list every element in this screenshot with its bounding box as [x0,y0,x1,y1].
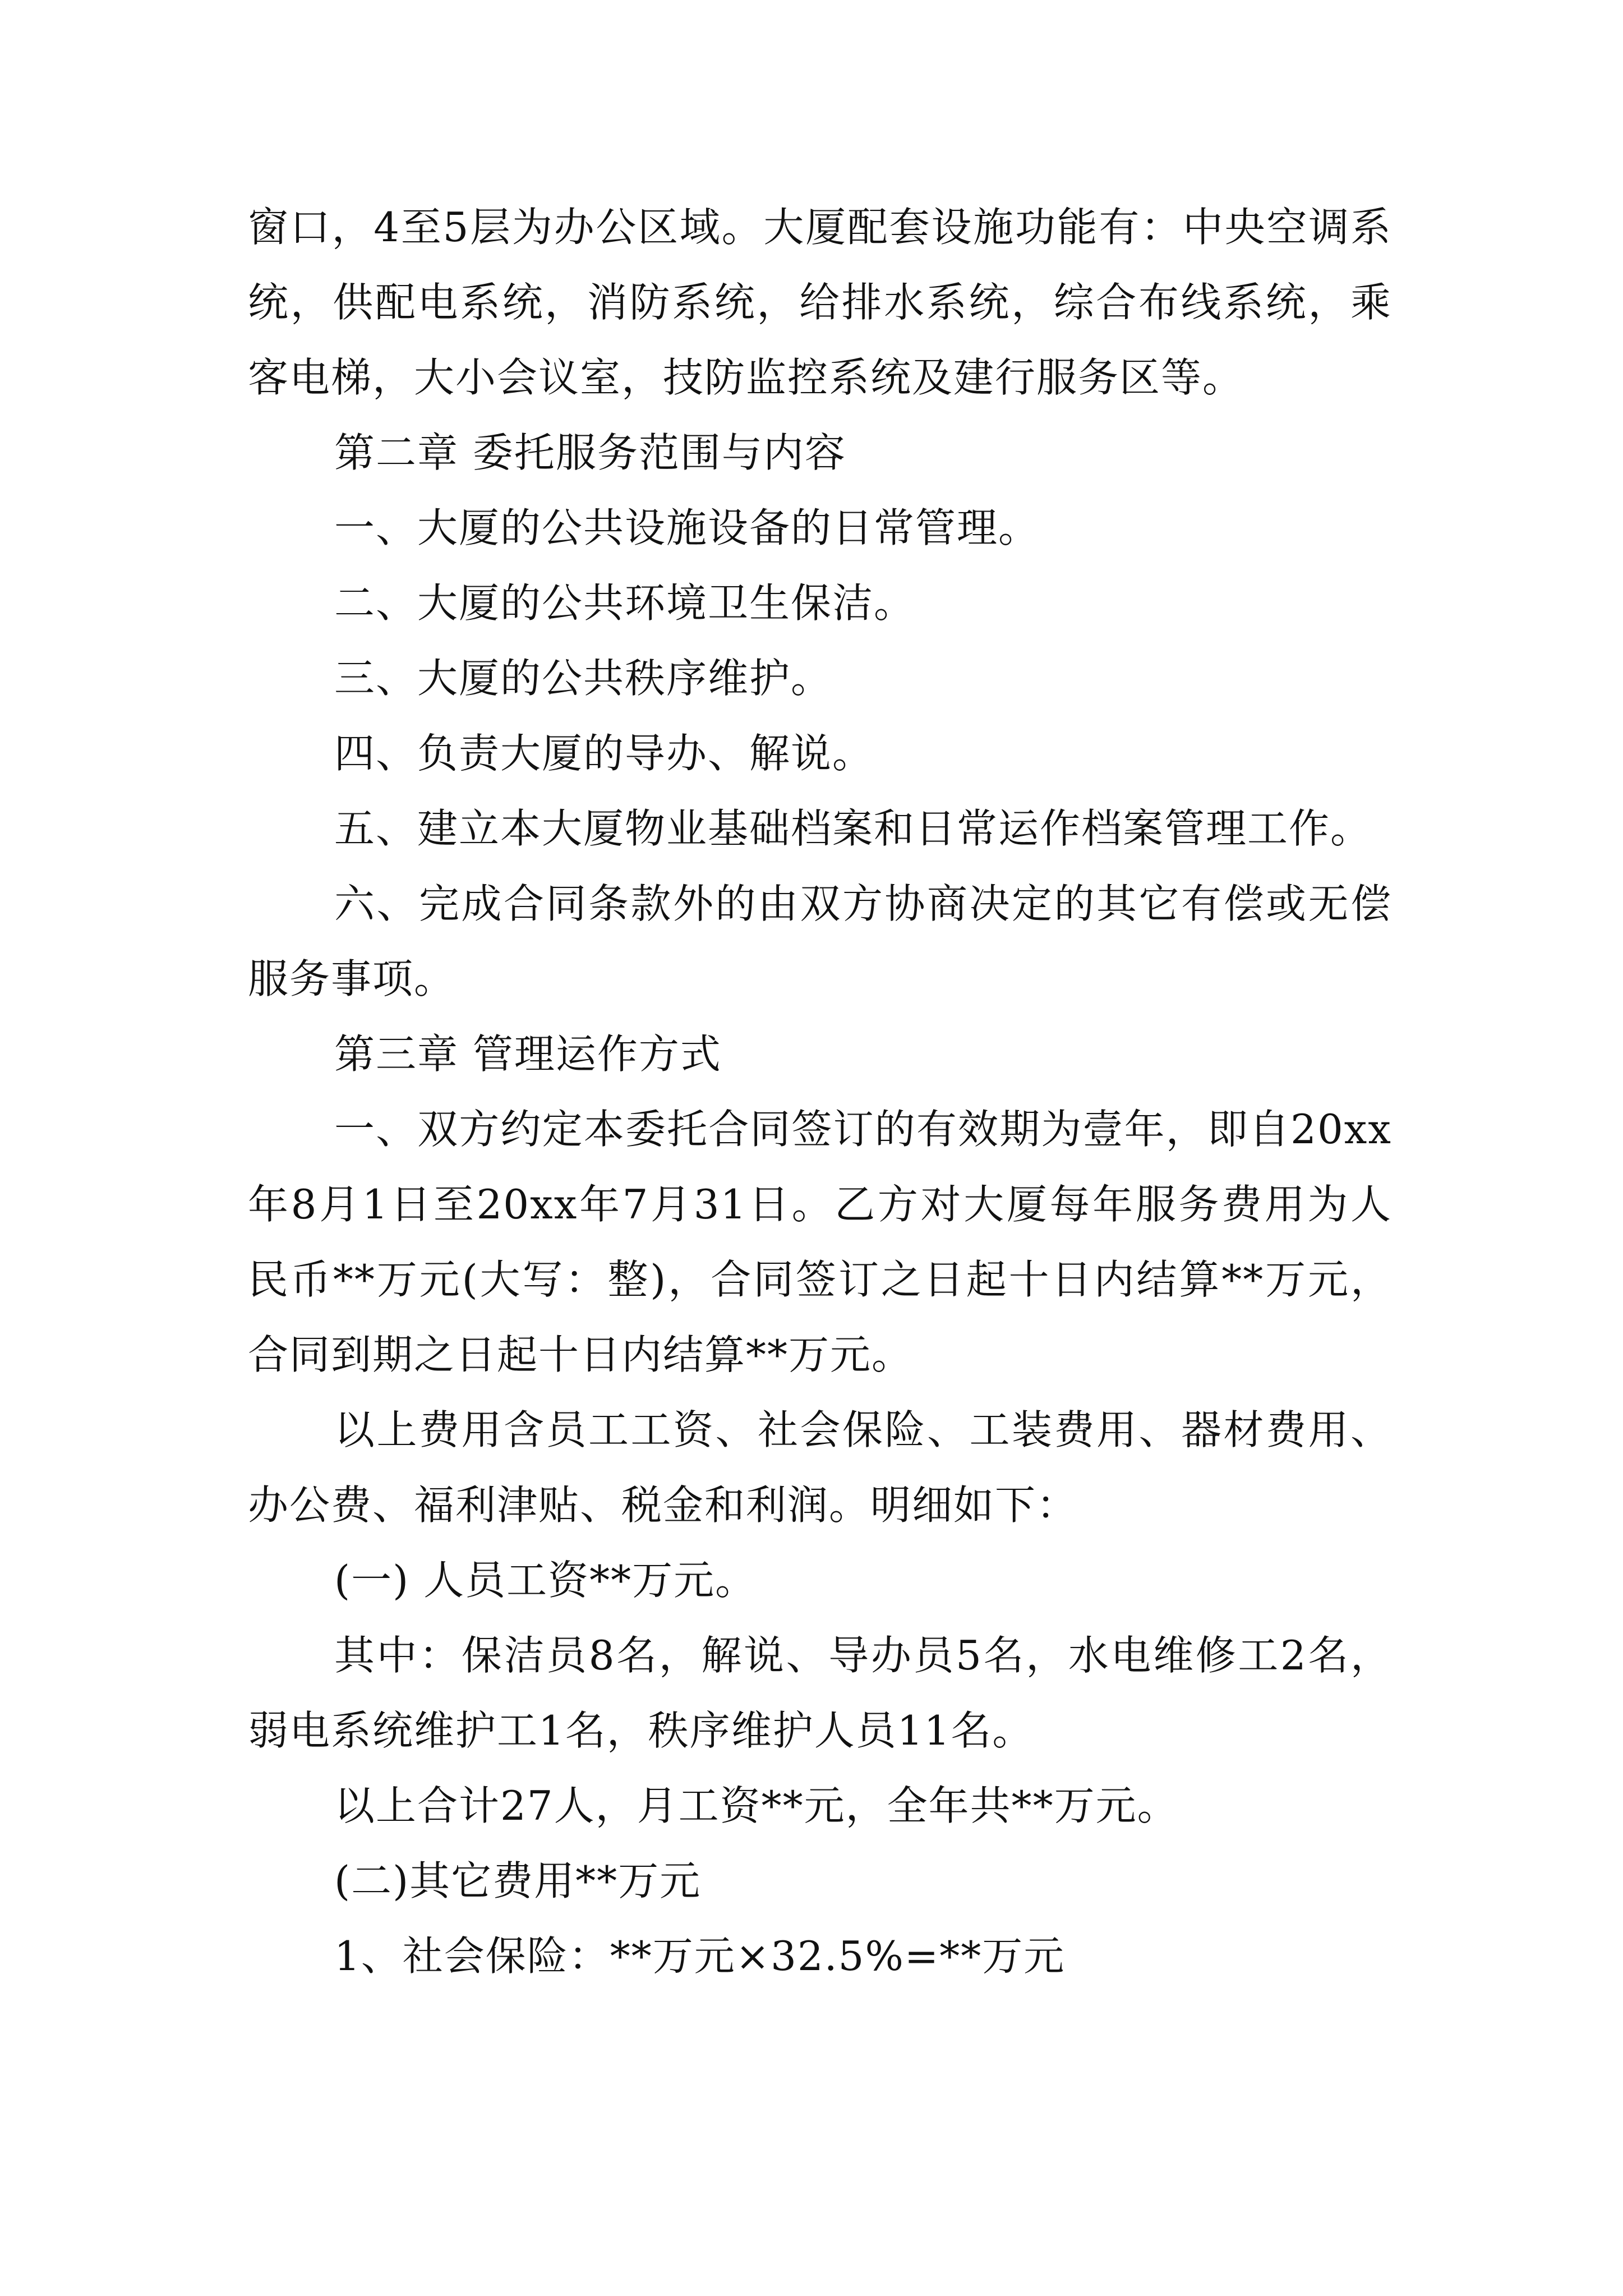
list-item-5: 五、建立本大厦物业基础档案和日常运作档案管理工作。 [334,805,1372,852]
paragraph-fee-breakdown: 以上费用含员工工资、社会保险、工装费用、器材费用、办公费、福利津贴、税金和利润。明细如下： [248,1406,1392,1529]
list-item-3: 三、大厦的公共秩序维护。 [334,655,833,702]
document-body [248,190,1392,1994]
list-item-6: 六、完成合同条款外的由双方协商决定的其它有偿或无偿服务事项。 [248,880,1392,1002]
list-item-1: 一、大厦的公共设施设备的日常管理。 [334,504,1040,551]
paragraph-building-facilities: 窗口，4至5层为办公区域。大厦配套设施功能有：中央空调系统，供配电系统，消防系统，给排水系统，综合布线系统，乘客电梯，大小会议室，技防监控系统及建行服务区等。 [248,204,1392,401]
paragraph-staff-detail: 其中：保洁员8名，解说、导办员5名，水电维修工2名，弱电系统维护工1名，秩序维护人员11名。 [248,1632,1392,1754]
paragraph-social-insurance: 1、社会保险：**万元×32.5%=**万元 [334,1932,1066,1980]
paragraph-staff-wages: (一) 人员工资**万元。 [334,1557,757,1604]
list-item-2: 二、大厦的公共环境卫生保洁。 [334,579,916,627]
paragraph-staff-total: 以上合计27人，月工资**元，全年共**万元。 [334,1782,1179,1829]
paragraph-contract-term: 一、双方约定本委托合同签订的有效期为壹年，即自20xx年8月1日至20xx年7月31日。乙方对大厦每年服务费用为人民币**万元(大写：整)，合同签订之日起十日内结算**万元，合同到期之日起十日内结算**万元。 [248,1106,1392,1378]
list-item-4: 四、负责大厦的导办、解说。 [334,730,874,777]
chapter-3-heading: 第三章 管理运作方式 [334,1030,722,1078]
paragraph-other-fees: (二)其它费用**万元 [334,1857,702,1904]
chapter-2-heading: 第二章 委托服务范围与内容 [334,429,846,476]
